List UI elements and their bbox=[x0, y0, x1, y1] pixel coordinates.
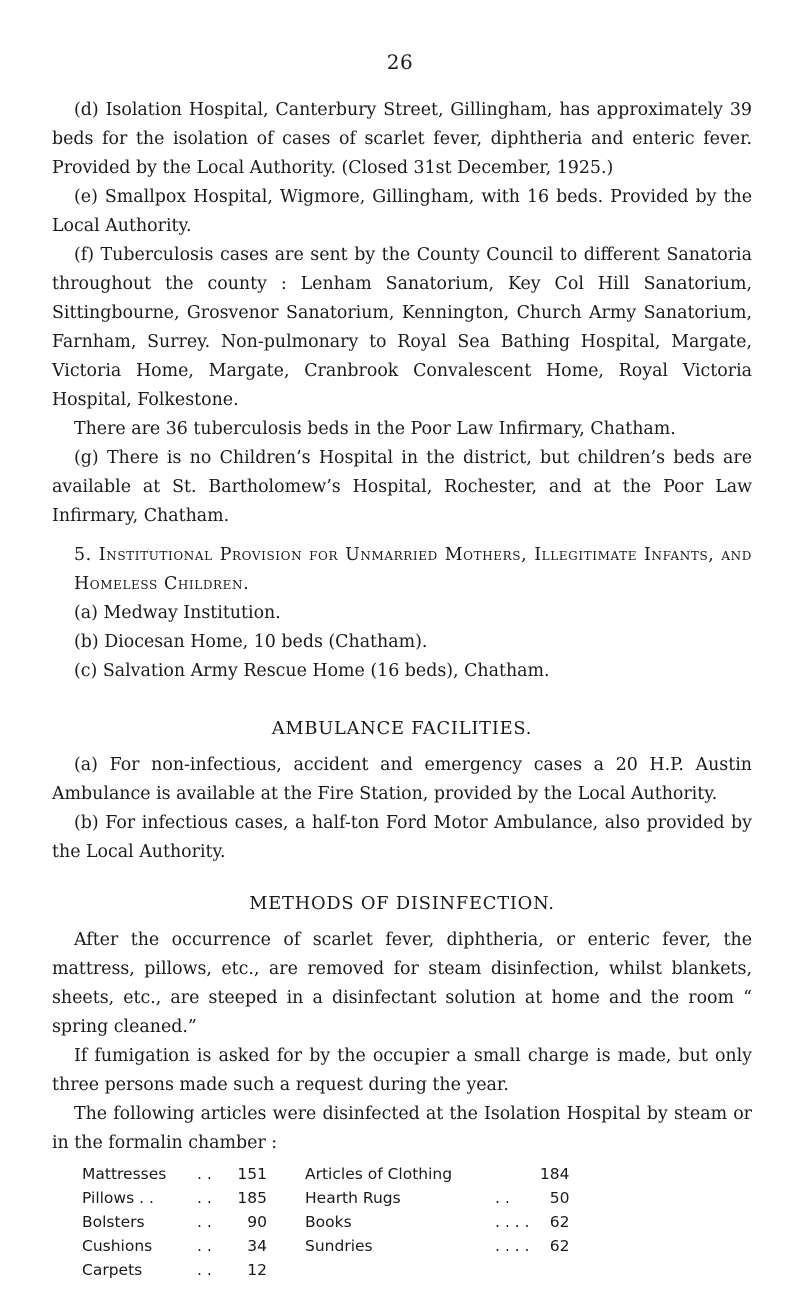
article-name: Carpets bbox=[82, 1261, 143, 1279]
list-item: (a) Medway Institution. bbox=[74, 603, 281, 623]
paragraph-smallpox-hospital: (e) Smallpox Hospital, Wigmore, Gillingham, with 16 beds. Provided by the Local Authority. bbox=[52, 187, 752, 236]
article-name: Mattresses bbox=[82, 1165, 167, 1183]
leader-dots: . . bbox=[197, 1213, 212, 1231]
paragraph-articles-intro: The following articles were disinfected at the Isolation Hospital by steam or in the formalin chamber : bbox=[52, 1104, 752, 1153]
leader-dots: . . . . bbox=[495, 1213, 530, 1231]
table-row bbox=[82, 1210, 570, 1234]
section-heading-institutional-provision: 5. Institutional Provision for Unmarried Mothers, Illegitimate Infants, and Homeless Children. bbox=[74, 545, 752, 594]
article-name: Pillows . . bbox=[82, 1189, 154, 1207]
article-name: Articles of Clothing bbox=[305, 1165, 453, 1183]
article-count: 185 bbox=[237, 1189, 267, 1207]
paragraph-childrens-hospital: (g) There is no Children’s Hospital in the district, but children’s beds are available at St. Bartholomew’s Hospital, Rochester, and at the Poor Law Infirmary, Chatham. bbox=[52, 448, 752, 526]
leader-dots: . . bbox=[495, 1189, 510, 1207]
table-row bbox=[82, 1234, 570, 1258]
disinfected-articles-table bbox=[82, 1162, 570, 1282]
heading-methods-of-disinfection: METHODS OF DISINFECTION. bbox=[249, 893, 555, 914]
article-name: Bolsters bbox=[82, 1213, 145, 1231]
article-count bbox=[530, 1258, 570, 1282]
article-name: Sundries bbox=[305, 1237, 373, 1255]
leader-dots bbox=[495, 1162, 530, 1186]
article-count: 151 bbox=[237, 1165, 267, 1183]
heading-ambulance-facilities: AMBULANCE FACILITIES. bbox=[271, 718, 533, 739]
paragraph-tuberculosis-beds: There are 36 tuberculosis beds in the Poor Law Infirmary, Chatham. bbox=[74, 419, 676, 439]
article-name bbox=[305, 1258, 495, 1282]
article-count: 184 bbox=[539, 1165, 570, 1183]
list-item: (b) Diocesan Home, 10 beds (Chatham). bbox=[74, 632, 428, 652]
page-number: 26 bbox=[386, 50, 414, 74]
article-name: Hearth Rugs bbox=[305, 1189, 401, 1207]
article-count: 50 bbox=[549, 1189, 570, 1207]
article-count: 12 bbox=[247, 1261, 267, 1279]
paragraph-ambulance-infectious: (b) For infectious cases, a half-ton Ford Motor Ambulance, also provided by the Local Authority. bbox=[52, 813, 752, 862]
paragraph-isolation-hospital: (d) Isolation Hospital, Canterbury Street, Gillingham, has approximately 39 beds for the isolation of cases of scarlet fever, diphtheria and enteric fever. Provided by the Local Authority. (Closed 31st December, 1925.) bbox=[52, 100, 752, 178]
leader-dots: . . bbox=[197, 1189, 212, 1207]
article-name: Books bbox=[305, 1213, 352, 1231]
paragraph-fumigation: If fumigation is asked for by the occupier a small charge is made, but only three persons made such a request during the year. bbox=[52, 1046, 752, 1095]
leader-dots: . . bbox=[197, 1165, 212, 1183]
leader-dots: . . . . bbox=[495, 1237, 530, 1255]
article-count: 62 bbox=[549, 1213, 570, 1231]
article-name: Cushions bbox=[82, 1237, 153, 1255]
paragraph-tuberculosis: (f) Tuberculosis cases are sent by the County Council to different Sanatoria throughout the county : Lenham Sanatorium, Key Col Hill Sanatorium, Sittingbourne, Grosvenor Sanatorium, Kennington, Church Army Sanatorium, Farnham, Surrey. Non-pulmonary to Royal Sea Bathing Hospital, Margate, Victoria Home, Margate, Cranbrook Convalescent Home, Royal Victoria Hospital, Folkestone. bbox=[52, 245, 752, 410]
leader-dots: . . bbox=[197, 1237, 212, 1255]
article-count: 62 bbox=[549, 1237, 570, 1255]
list-item: (c) Salvation Army Rescue Home (16 beds), Chatham. bbox=[74, 661, 550, 681]
table-row bbox=[82, 1186, 570, 1210]
table-row bbox=[82, 1258, 570, 1282]
article-count: 90 bbox=[247, 1213, 267, 1231]
article-count: 34 bbox=[247, 1237, 267, 1255]
paragraph-disinfection-process: After the occurrence of scarlet fever, diphtheria, or enteric fever, the mattress, pillows, etc., are removed for steam disinfection, whilst blankets, sheets, etc., are steeped in a disinfectant solution at home and the room “ spring cleaned.” bbox=[52, 930, 752, 1037]
paragraph-ambulance-noninfectious: (a) For non-infectious, accident and emergency cases a 20 H.P. Austin Ambulance is available at the Fire Station, provided by the Local Authority. bbox=[52, 755, 752, 804]
page-body bbox=[52, 96, 752, 1282]
table-row bbox=[82, 1162, 570, 1186]
leader-dots bbox=[495, 1258, 530, 1282]
leader-dots: . . bbox=[197, 1261, 212, 1279]
